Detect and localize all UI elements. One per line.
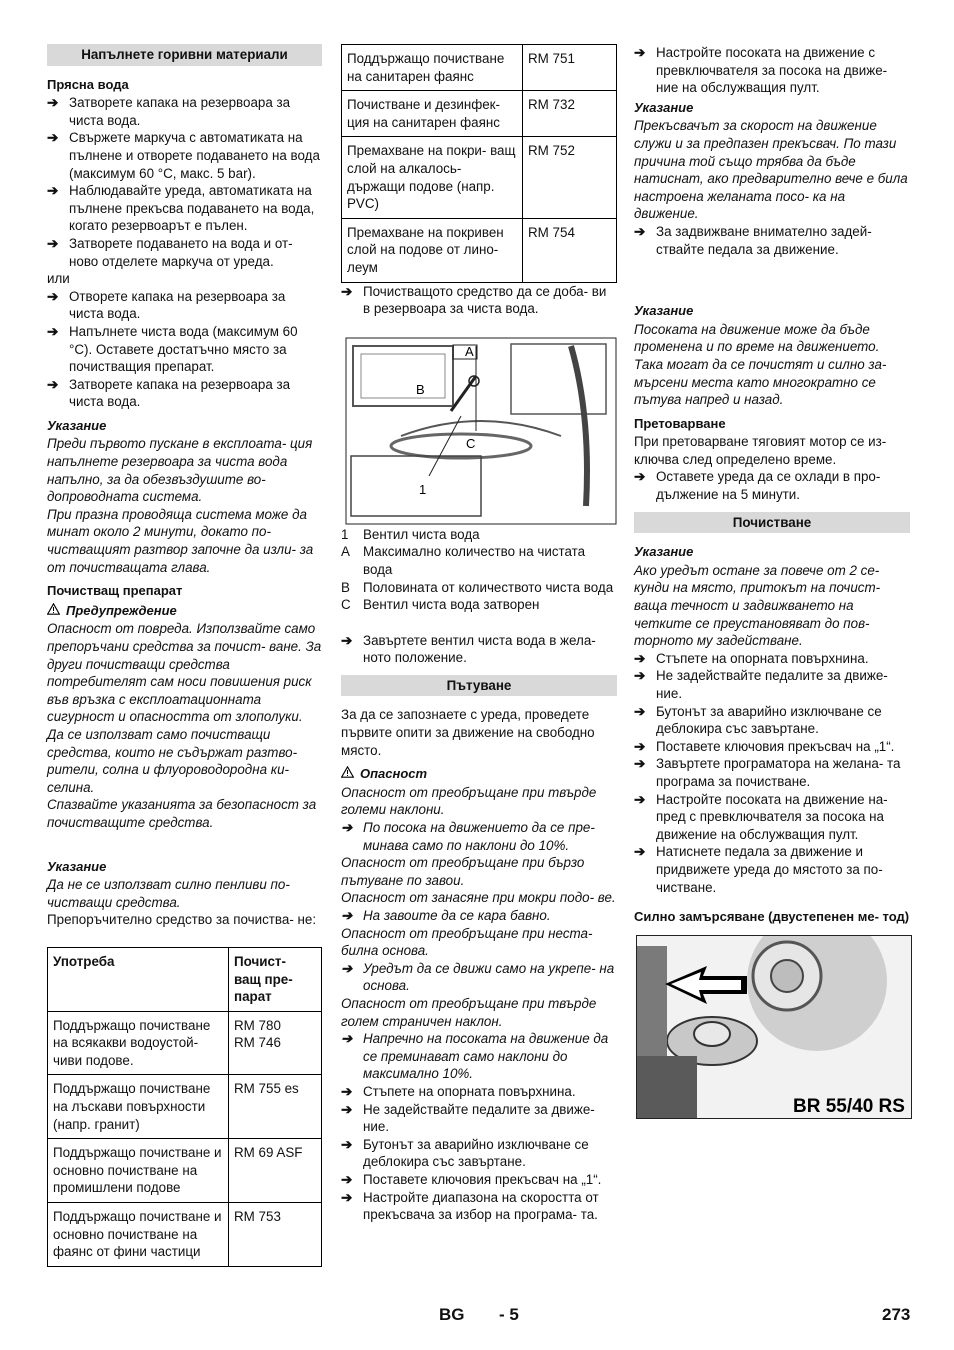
arrow-icon: ➔ xyxy=(341,1031,353,1047)
arrow-icon: ➔ xyxy=(341,283,353,299)
arrow-icon: ➔ xyxy=(47,130,59,146)
section-header-travel: Пътуване xyxy=(341,675,617,697)
legend-item xyxy=(341,543,617,578)
note-text: Да не се използват силно пенливи по- чистващи средства. xyxy=(47,877,290,910)
table-cell-usage: Премахване на покри- ващ слой на алкалось- държащи подове (напр. PVC) xyxy=(342,137,523,218)
table-row xyxy=(48,1011,322,1075)
column-1 xyxy=(47,44,322,1267)
danger-text: Опасност от занасяне при мокри подо- ве. xyxy=(341,890,616,906)
step: ➔ Завъртете вентил чиста вода в жела- ното положение. xyxy=(341,632,596,666)
note-title: Указание xyxy=(634,544,694,560)
step xyxy=(47,288,322,323)
table-cell-detergent: RM 732 xyxy=(523,91,617,137)
danger-text: Опасност от преобръщане при неста- билна основа. xyxy=(341,925,593,959)
detergent-table-continued xyxy=(341,44,617,283)
danger-step: ➔ Напречно на посоката на движение да се преминават само наклони до максимално 10%. xyxy=(341,1031,609,1082)
step-text: Напълнете чиста вода (максимум 60 °C). Оставете достатъчно място за почистващия препарат. xyxy=(69,323,298,375)
table-row xyxy=(48,1203,322,1267)
footer-language: BG xyxy=(439,1305,465,1324)
machine-photo xyxy=(636,935,912,1119)
step xyxy=(634,791,910,844)
danger-heading: Опасност xyxy=(341,765,617,783)
table-cell-detergent: RM 752 xyxy=(523,137,617,218)
step xyxy=(47,235,322,270)
recommend-text: Препоръчително средство за почиства- не: xyxy=(47,912,317,928)
footer-page-number: 273 xyxy=(882,1305,911,1324)
legend-key: C xyxy=(341,597,351,613)
warning-icon xyxy=(47,602,60,620)
warning-heading: Предупреждение xyxy=(47,602,322,620)
table-row xyxy=(342,137,617,218)
note-text: Ако уредът остане за повече от 2 се- кунди на място, притокът на почист- ваща течност и задвижването на четките се преустановяват до пов- торното му задействане. xyxy=(634,562,881,649)
step xyxy=(47,94,322,129)
arrow-icon: ➔ xyxy=(341,1136,353,1152)
arrow-icon: ➔ xyxy=(634,738,646,754)
step-text: Затворете капака на резервоара за чиста вода. xyxy=(69,95,291,128)
step xyxy=(634,843,910,896)
arrow-icon: ➔ xyxy=(341,1101,353,1117)
arrow-icon: ➔ xyxy=(634,45,646,60)
step-text: Натиснете педала за движение и придвижете уреда до мястото за по- чистване. xyxy=(656,844,883,895)
step xyxy=(341,1101,617,1136)
overload-title: Претоварване xyxy=(634,415,726,431)
legend-item xyxy=(341,579,617,597)
step xyxy=(634,755,910,790)
arrow-icon: ➔ xyxy=(341,1171,353,1187)
figure-label-b: B xyxy=(416,381,425,397)
figure-label-a: A xyxy=(465,343,474,359)
table-header-usage: Употреба xyxy=(48,947,229,1011)
note-text: Посоката на движение може да бъде променена и по време на движението. Така могат да се почистят и силно за- мърсени места като многократно се пътува напред и назад. xyxy=(634,321,887,408)
arrow-icon: ➔ xyxy=(341,1083,353,1099)
column-3 xyxy=(634,44,910,1119)
table-cell-usage: Премахване на покривен слой на подове от лино- леум xyxy=(342,218,523,282)
step: ➔ Настройте посоката на движение с превключвателя за посока на движе- ние на обслужващия пулт. xyxy=(634,45,888,96)
table-row xyxy=(342,218,617,282)
danger-icon xyxy=(341,765,354,783)
arrow-icon: ➔ xyxy=(634,756,646,772)
note-text: При празна проводяща система може да минат около 2 минути, докато по- чистващият разтвор започне да изли- за от почистващата глава. xyxy=(47,506,314,575)
arrow-icon: ➔ xyxy=(47,288,59,304)
step: ➔ Почистващото средство да се доба- ви в резервоара за чиста вода. xyxy=(341,283,607,317)
cleaning-steps xyxy=(634,650,910,896)
table-row xyxy=(48,1139,322,1203)
note-title: Указание xyxy=(47,417,107,433)
step-text: Настройте диапазона на скоростта от прекъсвача за избор на програма- та. xyxy=(363,1189,599,1223)
section-header-cleaning: Почистване xyxy=(634,512,910,534)
note-title: Указание xyxy=(47,858,107,874)
arrow-icon: ➔ xyxy=(341,908,353,923)
brush-head-illustration xyxy=(637,936,911,1118)
arrow-icon: ➔ xyxy=(634,844,646,860)
arrow-icon: ➔ xyxy=(634,469,646,485)
table-cell-detergent: RM 755 es xyxy=(229,1075,322,1139)
danger-step: ➔ По посока на движението да се пре- минава само по наклони до 10%. xyxy=(341,820,595,853)
arrow-icon: ➔ xyxy=(634,223,646,239)
danger-text: Опасност от преобръщане при твърде голем страничен наклон. xyxy=(341,995,597,1029)
table-row xyxy=(48,1075,322,1139)
arrow-icon: ➔ xyxy=(341,1189,353,1205)
step-text: Бутонът за аварийно изключване се деблокира със завъртане. xyxy=(656,703,882,737)
step xyxy=(341,1189,617,1224)
valve-figure xyxy=(341,336,617,526)
arrow-icon: ➔ xyxy=(341,820,353,836)
danger-step: ➔ Уредът да се движи само на укрепе- на основа. xyxy=(341,960,615,994)
step xyxy=(341,1171,617,1189)
arrow-icon: ➔ xyxy=(634,703,646,719)
table-cell-usage: Поддържащо почистване и основно почистване на промишлени подове xyxy=(48,1139,229,1203)
legend-key: 1 xyxy=(341,526,349,542)
arrow-icon: ➔ xyxy=(47,235,59,251)
step xyxy=(634,703,910,738)
legend-item xyxy=(341,596,617,614)
step-text: Стъпете на опорната повърхнина. xyxy=(363,1083,576,1099)
step xyxy=(634,667,910,702)
step xyxy=(47,323,322,376)
step xyxy=(47,182,322,235)
arrow-icon: ➔ xyxy=(634,650,646,666)
table-cell-detergent: RM 780 RM 746 xyxy=(229,1011,322,1075)
legend-key: A xyxy=(341,544,350,560)
legend-text: Максимално количество на чистата вода xyxy=(363,544,586,577)
legend-text: Вентил чиста вода затворен xyxy=(363,597,540,613)
detergent-title: Почистващ препарат xyxy=(47,583,183,599)
legend-item xyxy=(341,526,617,544)
table-cell-detergent: RM 753 xyxy=(229,1203,322,1267)
arrow-icon: ➔ xyxy=(341,632,353,648)
note-text: Преди първото пускане в експлоата- ция напълнете резервоара за чиста вода напълно, за да обезвъздушите во- допроводната система. xyxy=(47,436,313,505)
valve-illustration xyxy=(341,336,617,526)
step xyxy=(47,129,322,182)
arrow-icon: ➔ xyxy=(634,668,646,684)
travel-steps xyxy=(341,1083,617,1224)
legend-text: Вентил чиста вода xyxy=(363,526,480,542)
detergent-table xyxy=(47,947,322,1267)
table-cell-usage: Поддържащо почистване на всякакви водоустой- чиви подове. xyxy=(48,1011,229,1075)
arrow-icon: ➔ xyxy=(47,376,59,392)
step-text: Свържете маркуча с автоматиката на пълнене и отворете подаването на вода (максимум 60 °C, макс. 5 bar). xyxy=(69,130,320,181)
travel-intro: За да се запознаете с уреда, проведете първите опити за движение на свободно място. xyxy=(341,707,595,758)
danger-text: Опасност от преобръщане при бързо пътуване по завои. xyxy=(341,855,585,888)
table-cell-usage: Почистване и дезинфек- ция на санитарен фаянс xyxy=(342,91,523,137)
fresh-water-title: Прясна вода xyxy=(47,76,129,92)
step-text: Наблюдавайте уреда, автоматиката на пълнене прекъсва подаването на вода, когато резервоарът е пълен. xyxy=(69,183,315,234)
arrow-icon: ➔ xyxy=(634,791,646,807)
step-text: Отворете капака на резервоара за чиста вода. xyxy=(69,288,286,322)
table-cell-detergent: RM 754 xyxy=(523,218,617,282)
step-text: Завъртете програматора на желана- та програма за почистване. xyxy=(656,756,901,789)
warning-text: Опасност от повреда. Използвайте само препоръчани средства за почист- ване. За други почистващи средства потребителят сам носи повишения риск във връзка с експлоатационната сигурност и опасността от злополуки. xyxy=(47,621,322,725)
overload-text: При претоварване тяговият мотор се из- ключва след определено време. xyxy=(634,434,887,467)
fresh-water-steps-a xyxy=(47,94,322,270)
table-row xyxy=(342,45,617,91)
step: ➔ За задвижване внимателно задей- ствайте педала за движение. xyxy=(634,223,872,257)
warning-text: Да се използват само почистващи средства, които не съдържат разтво- рители, солна и флуороводородна ки- селина. xyxy=(47,726,298,795)
step-text: Настройте посоката на движение на- пред с превключвателя за посока на движение на обслужващия пулт. xyxy=(656,791,888,842)
arrow-icon: ➔ xyxy=(341,960,353,976)
note-title: Указание xyxy=(634,303,694,319)
note-title: Указание xyxy=(634,99,694,115)
arrow-icon: ➔ xyxy=(47,183,59,199)
step-text: Поставете ключовия прекъсвач на „1“. xyxy=(656,738,895,754)
section-header-fill: Напълнете горивни материали xyxy=(47,44,322,66)
table-cell-detergent: RM 751 xyxy=(523,45,617,91)
figure-label-c: C xyxy=(466,435,476,451)
step: ➔ Оставете уреда да се охлади в про- дължение на 5 минути. xyxy=(634,469,881,503)
step-text: Бутонът за аварийно изключване се деблокира със завъртане. xyxy=(363,1136,589,1170)
or-text: или xyxy=(47,271,70,287)
figure-label-1: 1 xyxy=(419,481,427,497)
step-text: Поставете ключовия прекъсвач на „1“. xyxy=(363,1171,602,1187)
legend-key: B xyxy=(341,579,350,595)
danger-text: Опасност от преобръщане при твърде големи наклони. xyxy=(341,784,597,818)
step-text: Не задействайте педалите за движе- ние. xyxy=(656,668,888,701)
fresh-water-steps-b xyxy=(47,288,322,411)
table-cell-usage: Поддържащо почистване на санитарен фаянс xyxy=(342,45,523,91)
table-row xyxy=(342,91,617,137)
heavy-soiling-title: Силно замърсяване (двустепенен ме- тод) xyxy=(634,909,910,925)
image-model-label: BR 55/40 RS xyxy=(793,1095,905,1117)
danger-step: ➔ На завоите да се кара бавно. xyxy=(341,908,551,923)
step xyxy=(47,376,322,411)
step xyxy=(634,738,910,756)
step xyxy=(341,1083,617,1101)
step xyxy=(634,650,910,668)
column-2 xyxy=(341,44,617,1224)
footer-local-page: - 5 xyxy=(499,1305,519,1324)
step-text: Стъпете на опорната повърхнина. xyxy=(656,650,869,666)
note-text: Прекъсвачът за скорост на движение служи и за предпазен прекъсвач. По тази причина той също трябва да бъде натиснат, ако предварително вече е била настроена желаната посо- ка на движение. xyxy=(634,118,908,222)
table-header-detergent: Почист- ващ пре- парат xyxy=(229,947,322,1011)
table-cell-detergent: RM 69 ASF xyxy=(229,1139,322,1203)
table-cell-usage: Поддържащо почистване на лъскави повърхности (напр. гранит) xyxy=(48,1075,229,1139)
table-cell-usage: Поддържащо почистване и основно почистване на фаянс от фини частици xyxy=(48,1203,229,1267)
step-text: Затворете капака на резервоара за чиста вода. xyxy=(69,376,291,410)
legend-text: Половината от количеството чиста вода xyxy=(363,579,614,595)
arrow-icon: ➔ xyxy=(47,323,59,339)
warning-text: Спазвайте указанията за безопасност за почистващите средства. xyxy=(47,797,317,830)
step-text: Затворете подаването на вода и от- ново отделете маркуча от уреда. xyxy=(69,235,293,269)
arrow-icon: ➔ xyxy=(47,95,59,111)
figure-legend xyxy=(341,526,617,614)
step-text: Не задействайте педалите за движе- ние. xyxy=(363,1101,595,1135)
step xyxy=(341,1136,617,1171)
